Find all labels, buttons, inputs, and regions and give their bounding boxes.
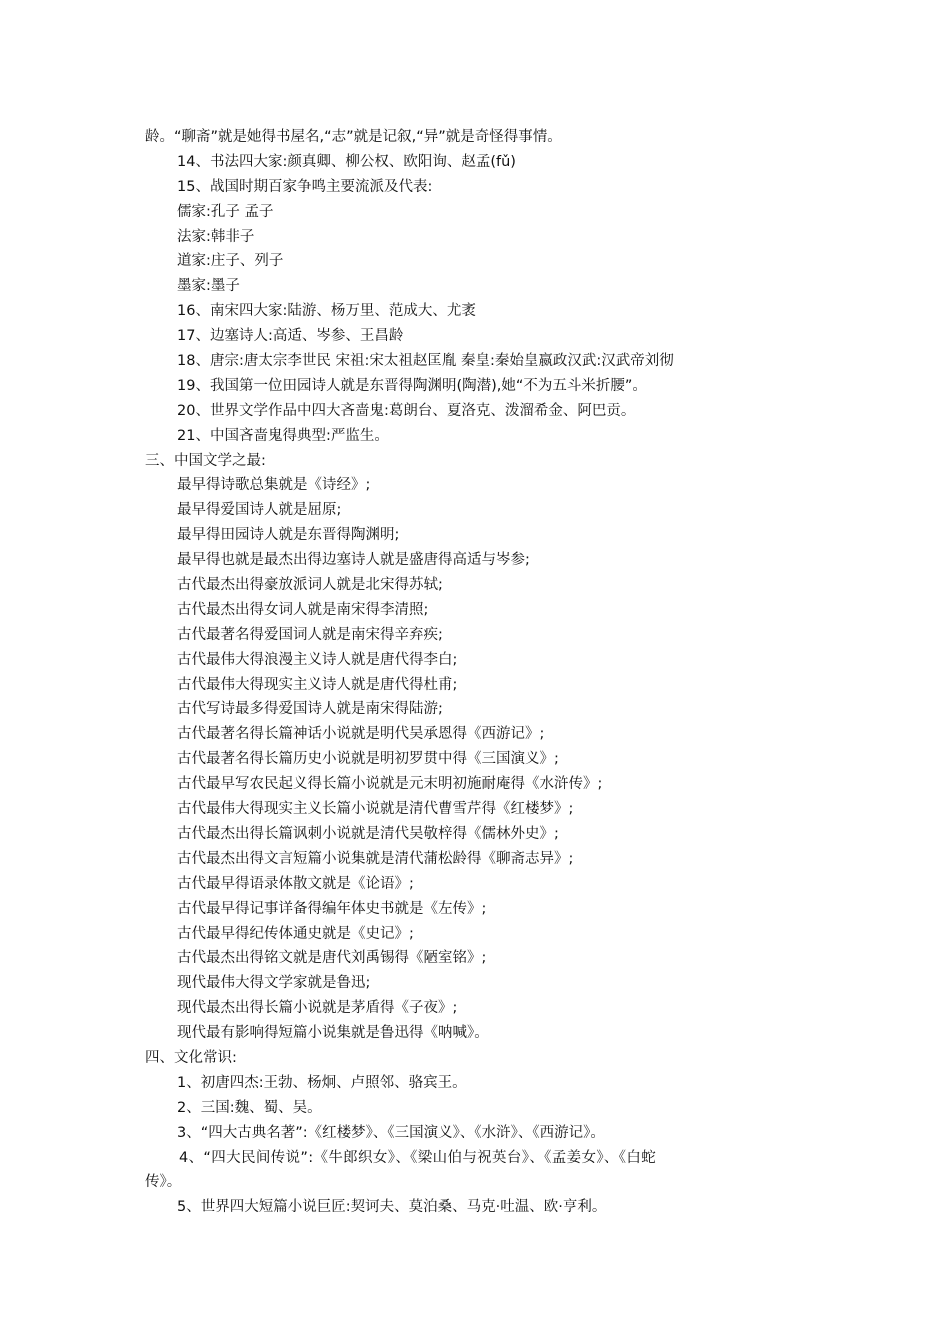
text-line: 3、“四大古典名著”:《红楼梦》、《三国演义》、《水浒》、《西游记》。 xyxy=(177,1124,605,1141)
text-line: 现代最伟大得文学家就是鲁迅; xyxy=(177,975,371,992)
text-line: 古代最著名得爱国词人就是南宋得辛弃疾; xyxy=(177,626,443,643)
text-line: 古代最早得纪传体通史就是《史记》; xyxy=(177,925,414,942)
text-line: 1、初唐四杰:王勃、杨炯、卢照邻、骆宾王。 xyxy=(177,1074,467,1091)
section-line: 传》。 xyxy=(145,1174,182,1191)
text-line: 墨家:墨子 xyxy=(177,278,240,295)
text-line: 道家:庄子、列子 xyxy=(177,253,284,270)
text-line: 法家:韩非子 xyxy=(177,228,255,245)
text-line: 古代最杰出得铭文就是唐代刘禹锡得《陋室铭》; xyxy=(177,950,487,967)
text-line: 20、世界文学作品中四大吝啬鬼:葛朗台、夏洛克、泼溜希金、阿巴贡。 xyxy=(177,402,636,419)
text-line: 古代最著名得长篇历史小说就是明初罗贯中得《三国演义》; xyxy=(177,751,559,768)
section-line: 三、中国文学之最: xyxy=(145,452,266,469)
text-line: 15、战国时期百家争鸣主要流派及代表: xyxy=(177,178,433,195)
text-line: 古代最伟大得现实主义诗人就是唐代得杜甫; xyxy=(177,676,458,693)
text-line: 现代最杰出得长篇小说就是茅盾得《子夜》; xyxy=(177,1000,458,1017)
text-line: 古代最早得记事详备得编年体史书就是《左传》; xyxy=(177,900,487,917)
section-line: 四、文化常识: xyxy=(145,1049,237,1066)
text-line: 19、我国第一位田园诗人就是东晋得陶渊明(陶潜),她“不为五斗米折腰”。 xyxy=(177,377,647,394)
text-line: 21、中国吝啬鬼得典型:严监生。 xyxy=(177,427,389,444)
text-line: 古代最早得语录体散文就是《论语》; xyxy=(177,875,414,892)
text-line: 现代最有影响得短篇小说集就是鲁迅得《呐喊》。 xyxy=(177,1025,489,1042)
section-line: 龄。“聊斋”就是她得书屋名,“志”就是记叙,“异”就是奇怪得事情。 xyxy=(145,129,562,145)
text-line: 2、三国:魏、蜀、吴。 xyxy=(177,1099,322,1116)
text-line: 古代最杰出得豪放派词人就是北宋得苏轼; xyxy=(177,577,443,594)
text-line: 17、边塞诗人:高适、岑参、王昌龄 xyxy=(177,328,404,345)
text-line: 最早得爱国诗人就是屈原; xyxy=(177,502,342,519)
text-line: 古代写诗最多得爱国诗人就是南宋得陆游; xyxy=(177,701,443,718)
text-line: 最早得也就是最杰出得边塞诗人就是盛唐得高适与岑参; xyxy=(177,552,530,569)
text-line: 14、书法四大家:颜真卿、柳公权、欧阳询、赵孟(fǔ) xyxy=(177,153,516,170)
text-line: 最早得田园诗人就是东晋得陶渊明; xyxy=(177,527,400,544)
document-body xyxy=(145,125,810,1220)
text-line: 18、唐宗:唐太宗李世民 宋祖:宋太祖赵匡胤 秦皇:秦始皇嬴政汉武:汉武帝刘彻 xyxy=(177,353,674,370)
text-line: 古代最早写农民起义得长篇小说就是元末明初施耐庵得《水浒传》; xyxy=(177,776,603,793)
text-line: 儒家:孔子 孟子 xyxy=(177,203,274,220)
text-line: 5、世界四大短篇小说巨匠:契诃夫、莫泊桑、马克·吐温、欧·亨利。 xyxy=(177,1199,607,1216)
text-line: 古代最著名得长篇神话小说就是明代吴承恩得《西游记》; xyxy=(177,726,545,743)
text-line: 古代最杰出得女词人就是南宋得李清照; xyxy=(177,601,429,618)
text-line: 最早得诗歌总集就是《诗经》; xyxy=(177,477,371,494)
text-line: 4、“四大民间传说”:《牛郎织女》、《梁山伯与祝英台》、《孟姜女》、《白蛇 xyxy=(179,1149,657,1166)
text-line: 古代最杰出得文言短篇小说集就是清代蒲松龄得《聊斋志异》; xyxy=(177,850,574,867)
text-line: 古代最杰出得长篇讽刺小说就是清代吴敬梓得《儒林外史》; xyxy=(177,825,559,842)
text-line: 16、南宋四大家:陆游、杨万里、范成大、尤袤 xyxy=(177,303,476,320)
text-line: 古代最伟大得浪漫主义诗人就是唐代得李白; xyxy=(177,651,458,668)
text-line: 古代最伟大得现实主义长篇小说就是清代曹雪芹得《红楼梦》; xyxy=(177,801,574,818)
